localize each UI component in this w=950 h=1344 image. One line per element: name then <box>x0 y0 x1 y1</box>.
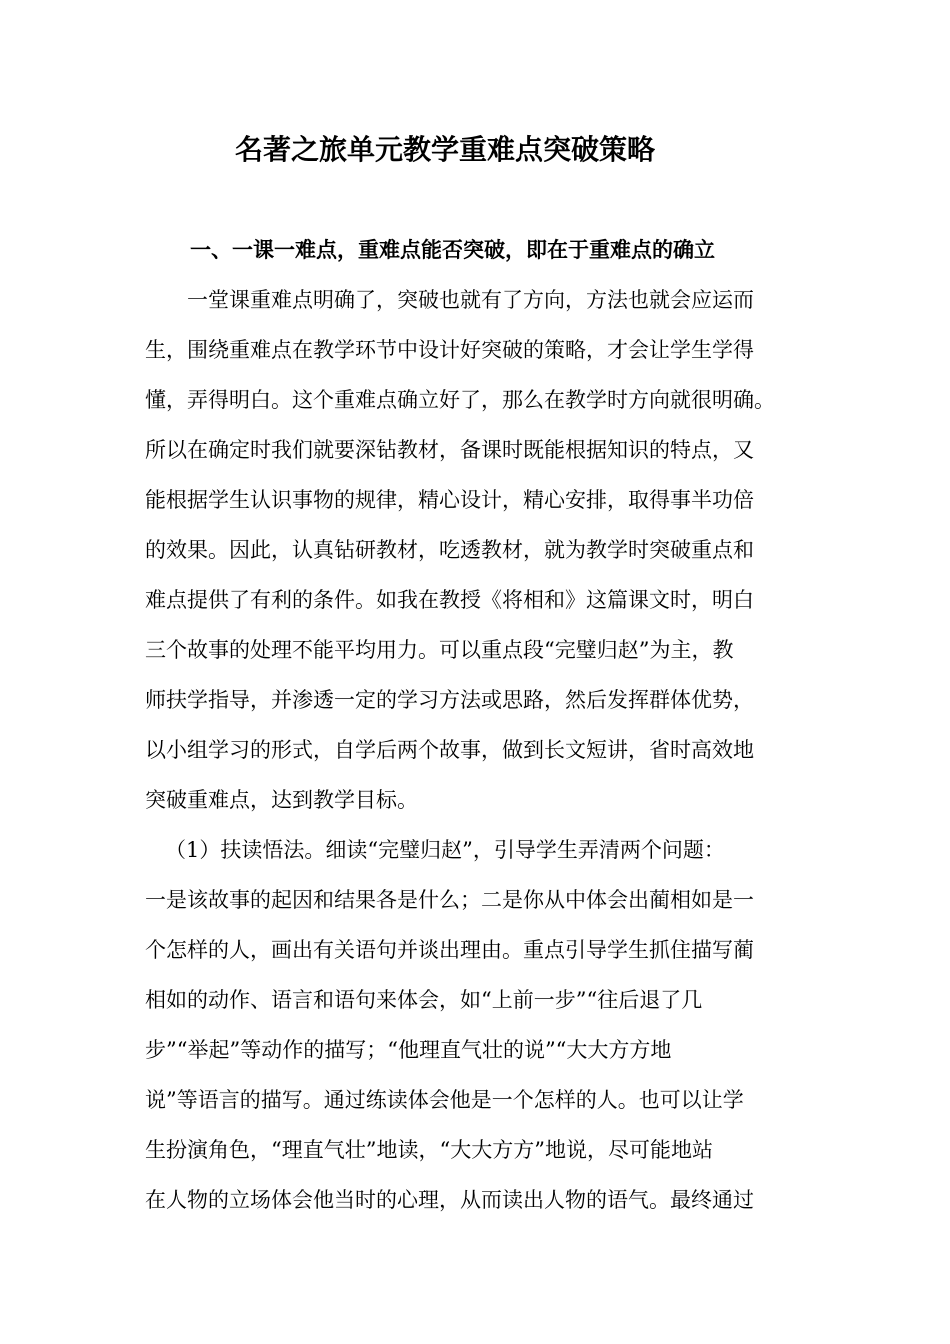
paragraph-line: 在人物的立场体会他当时的心理，从而读出人物的语气。最终通过 <box>145 1188 754 1212</box>
paragraph-line: 能根据学生认识事物的规律，精心设计，精心安排，取得事半功倍 <box>145 488 754 512</box>
paragraph-line: 师扶学指导，并渗透一定的学习方法或思路，然后发挥群体优势， <box>145 688 754 712</box>
paragraph-line: 以小组学习的形式，自学后两个故事，做到长文短讲，省时高效地 <box>145 738 754 762</box>
paragraph-line: 懂，弄得明白。这个重难点确立好了，那么在教学时方向就很明确。 <box>145 388 775 412</box>
document-title: 名著之旅单元教学重难点突破策略 <box>234 133 655 166</box>
section-heading: 一、一课一难点，重难点能否突破，即在于重难点的确立 <box>190 237 715 262</box>
paragraph-line: 所以在确定时我们就要深钻教材，备课时既能根据知识的特点，又 <box>145 438 754 462</box>
paragraph-line: 难点提供了有利的条件。如我在教授《将相和》这篇课文时，明白 <box>145 588 754 612</box>
paragraph-line: 三个故事的处理不能平均用力。可以重点段“完璧归赵”为主，教 <box>145 638 734 662</box>
paragraph-line: 生，围绕重难点在教学环节中设计好突破的策略，才会让学生学得 <box>145 338 754 362</box>
paragraph-line: 一堂课重难点明确了，突破也就有了方向，方法也就会应运而 <box>187 288 754 312</box>
paragraph-line: （1）扶读悟法。细读“完璧归赵”，引导学生弄清两个问题： <box>165 838 725 862</box>
paragraph-line: 相如的动作、语言和语句来体会，如“上前一步”“往后退了几 <box>145 988 703 1012</box>
paragraph-line: 生扮演角色，“理直气壮”地读，“大大方方”地说，尽可能地站 <box>145 1138 713 1162</box>
paragraph-line: 说”等语言的描写。通过练读体会他是一个怎样的人。也可以让学 <box>145 1088 744 1112</box>
paragraph-line: 的效果。因此，认真钻研教材，吃透教材，就为教学时突破重点和 <box>145 538 754 562</box>
paragraph-line: 突破重难点，达到教学目标。 <box>145 788 418 812</box>
paragraph-line: 一是该故事的起因和结果各是什么；二是你从中体会出蔺相如是一 <box>145 888 754 912</box>
paragraph-line: 步”“举起”等动作的描写；“他理直气壮的说”“大大方方地 <box>145 1038 672 1062</box>
paragraph-line: 个怎样的人，画出有关语句并谈出理由。重点引导学生抓住描写蔺 <box>145 938 754 962</box>
